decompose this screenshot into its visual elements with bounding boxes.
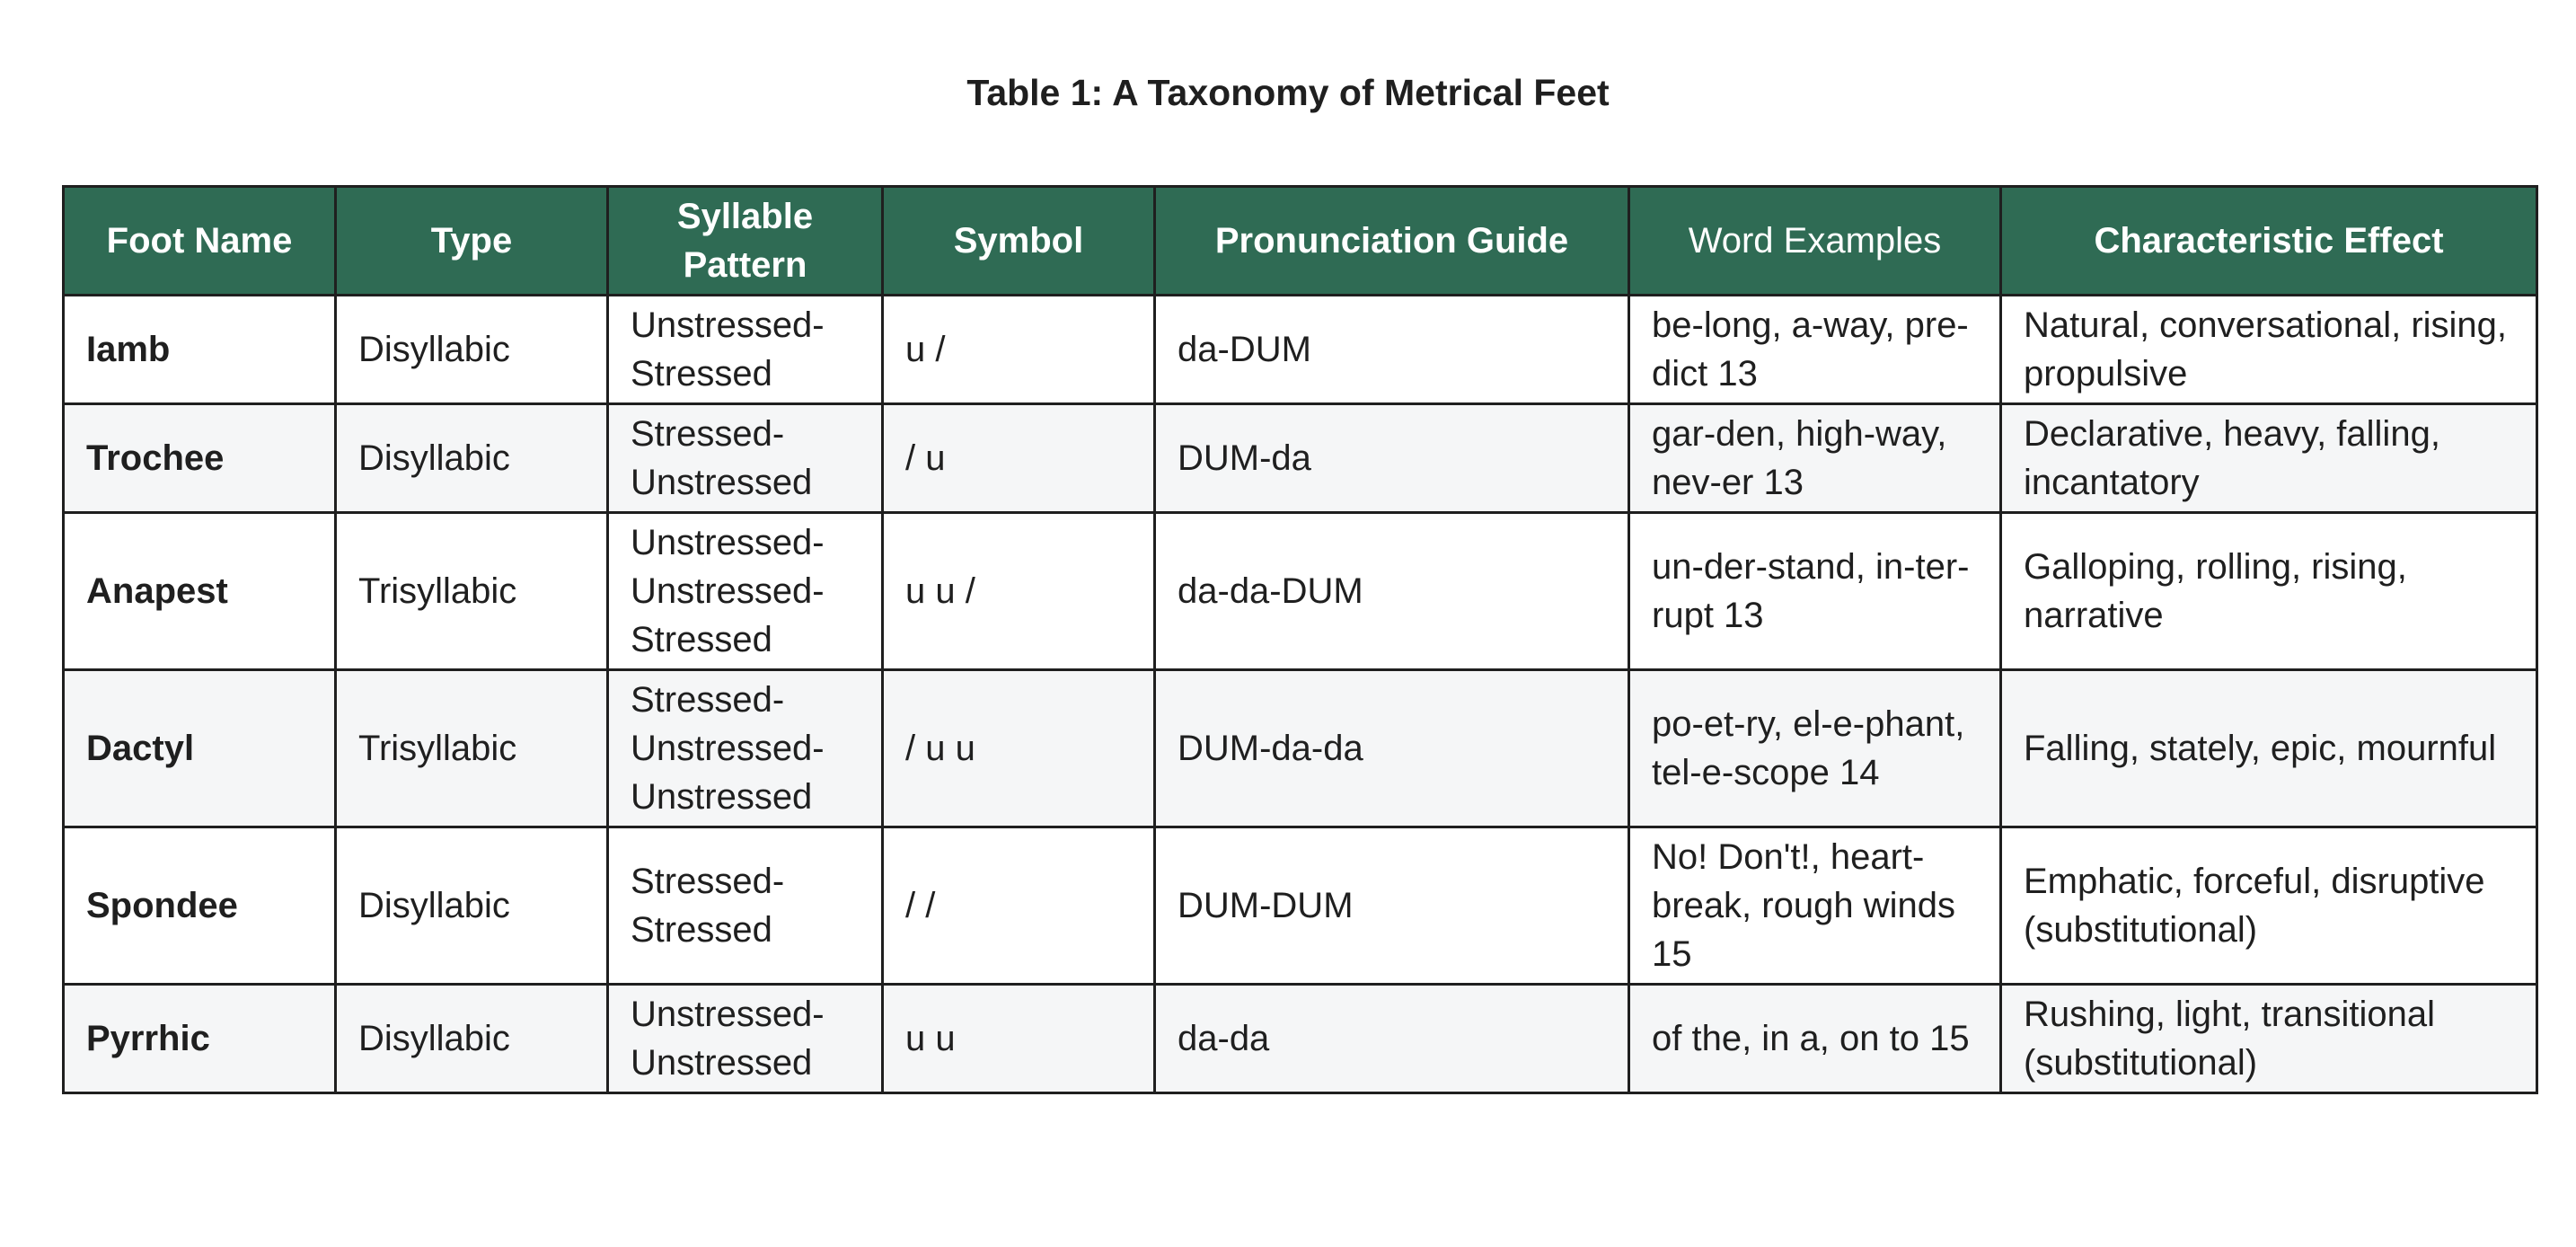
type-cell: Disyllabic (336, 296, 608, 404)
table-row (64, 513, 2537, 670)
pronunciation-cell: DUM-DUM (1155, 827, 1629, 985)
examples-cell: po-et-ry, el-e-phant, tel-e-scope 14 (1629, 670, 2001, 827)
pattern-cell: Unstressed-Unstressed-Stressed (608, 513, 883, 670)
effect-cell: Natural, conversational, rising, propulsive (2001, 296, 2537, 404)
table-row (64, 985, 2537, 1093)
effect-cell: Rushing, light, transitional (substitutional) (2001, 985, 2537, 1093)
foot-name-cell: Anapest (64, 513, 336, 670)
foot-name-cell: Iamb (64, 296, 336, 404)
table-caption: Table 1: A Taxonomy of Metrical Feet (966, 72, 1610, 113)
table-header-row (64, 187, 2537, 296)
column-header: Characteristic Effect (2001, 187, 2537, 296)
table-row (64, 670, 2537, 827)
examples-cell: un-der-stand, in-ter-rupt 13 (1629, 513, 2001, 670)
pattern-cell: Unstressed-Stressed (608, 296, 883, 404)
pattern-cell: Stressed-Stressed (608, 827, 883, 985)
symbol-cell: u u / (883, 513, 1155, 670)
symbol-cell: u / (883, 296, 1155, 404)
pattern-cell: Unstressed-Unstressed (608, 985, 883, 1093)
pronunciation-cell: da-DUM (1155, 296, 1629, 404)
table-row (64, 404, 2537, 513)
foot-name-cell: Dactyl (64, 670, 336, 827)
type-cell: Disyllabic (336, 404, 608, 513)
symbol-cell: / / (883, 827, 1155, 985)
effect-cell: Falling, stately, epic, mournful (2001, 670, 2537, 827)
effect-cell: Declarative, heavy, falling, incantatory (2001, 404, 2537, 513)
column-header: Symbol (883, 187, 1155, 296)
pronunciation-cell: DUM-da (1155, 404, 1629, 513)
effect-cell: Galloping, rolling, rising, narrative (2001, 513, 2537, 670)
symbol-cell: u u (883, 985, 1155, 1093)
pattern-cell: Stressed-Unstressed-Unstressed (608, 670, 883, 827)
column-header: Type (336, 187, 608, 296)
symbol-cell: / u (883, 404, 1155, 513)
examples-cell: gar-den, high-way, nev-er 13 (1629, 404, 2001, 513)
examples-cell: No! Don't!, heart-break, rough winds 15 (1629, 827, 2001, 985)
pronunciation-cell: da-da-DUM (1155, 513, 1629, 670)
column-header: Foot Name (64, 187, 336, 296)
foot-name-cell: Trochee (64, 404, 336, 513)
examples-cell: of the, in a, on to 15 (1629, 985, 2001, 1093)
table-row (64, 827, 2537, 985)
pattern-cell: Stressed-Unstressed (608, 404, 883, 513)
type-cell: Disyllabic (336, 985, 608, 1093)
foot-name-cell: Spondee (64, 827, 336, 985)
column-header: Syllable Pattern (608, 187, 883, 296)
table-row (64, 296, 2537, 404)
pronunciation-cell: DUM-da-da (1155, 670, 1629, 827)
type-cell: Trisyllabic (336, 513, 608, 670)
examples-cell: be-long, a-way, pre-dict 13 (1629, 296, 2001, 404)
pronunciation-cell: da-da (1155, 985, 1629, 1093)
effect-cell: Emphatic, forceful, disruptive (substitutional) (2001, 827, 2537, 985)
symbol-cell: / u u (883, 670, 1155, 827)
metrical-feet-table (62, 185, 2538, 1094)
type-cell: Trisyllabic (336, 670, 608, 827)
column-header: Pronunciation Guide (1155, 187, 1629, 296)
column-header: Word Examples (1629, 187, 2001, 296)
type-cell: Disyllabic (336, 827, 608, 985)
foot-name-cell: Pyrrhic (64, 985, 336, 1093)
